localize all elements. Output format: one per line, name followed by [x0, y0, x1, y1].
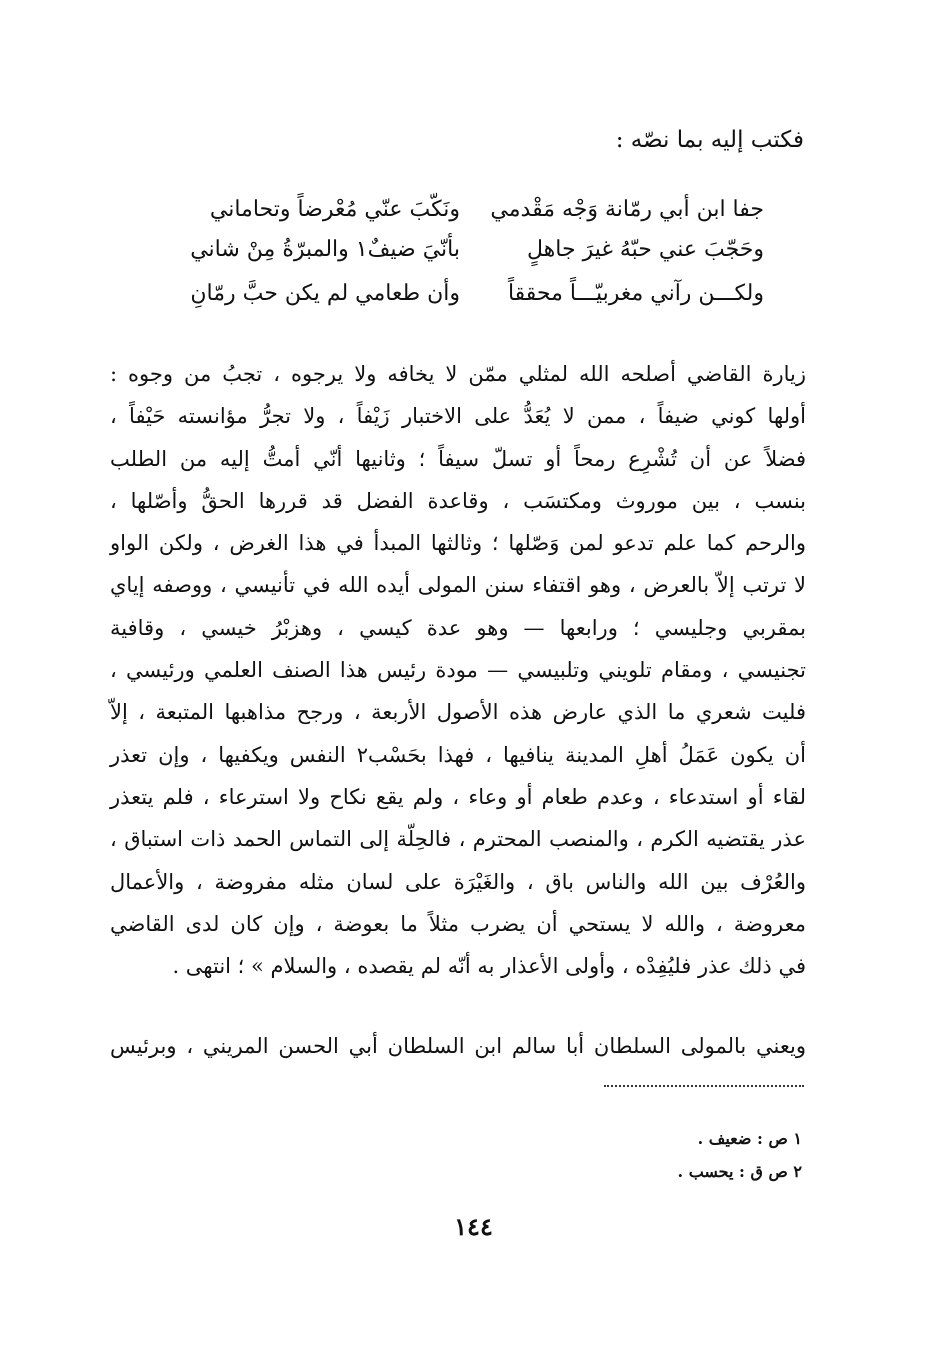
verse-3-first-hemistich: ولكـــن رآني مغربيّـــاً محققاً: [507, 281, 764, 306]
intro-line: فكتب إليه بما نصّه :: [615, 127, 804, 153]
footnote-2: ٢ ص ق : يحسب .: [677, 1162, 802, 1181]
footnote-1: ١ ص : ضعيف .: [697, 1129, 802, 1148]
body-line: في ذلك عذر فليُفِدْه ، وأولى الأعذار به أنّه لم يقصده ، والسلام » ؛ انتهى .: [172, 954, 806, 979]
verse-2-first-hemistich: وحَجّبَ عني حبّهُ غيرَ جاهلٍ: [527, 237, 764, 262]
body-line: والعُرْف بين الله والناس باق ، والغَيْرَة على لسان مثله مفروضة ، والأعمال: [110, 869, 806, 894]
body-line: عذر يقتضيه الكرم ، والمنصب المحترم ، فالحِلّة إلى التماس الحمد ذات استباق ،: [110, 827, 806, 852]
body-line: بمقربي وجليسي ؛ ورابعها — وهو عدة كيسي ، وهزبْرُ خيسي ، وقافية: [110, 615, 806, 640]
footnote-separator: [604, 1085, 804, 1087]
letter-body: [110, 353, 806, 987]
body-line: زيارة القاضي أصلحه الله لمثلي ممّن لا يخافه ولا يرجوه ، تجبُ من وجوه :: [110, 362, 806, 386]
body-line: أولها كوني ضيفاً ، ممن لا يُعَدُّ على الاختبار زَيْفاً ، ولا تجرُّ مؤانسته حَيْفاً ،: [110, 404, 806, 429]
body-line: أن يكون عَمَلُ أهلِ المدينة ينافيها ، فهذا بحَسْب٢ النفس ويكفيها ، وإن تعذر: [110, 742, 806, 767]
verse-3-second-hemistich: وأن طعامي لم يكن حبَّ رمّانِ: [190, 281, 460, 306]
verse-1-first-hemistich: جفا ابن أبي رمّانة وَجْه مَقْدمي: [490, 197, 764, 222]
next-paragraph: ويعني بالمولى السلطان أبا سالم ابن السلطان أبي الحسن المريني ، وبرئيس: [110, 1034, 806, 1058]
body-line: لا ترتب إلاّ بالعرض ، وهو اقتفاء سنن المولى أيده الله في تأنيسي ، ووصفه إياي: [110, 573, 806, 598]
body-line: تجنيسي ، ومقام تلويني وتلبيسي — مودة رئيس هذا الصنف العلمي ورئيسي ،: [110, 658, 806, 683]
body-line: والرحم كما علم تدعو لمن وَصّلها ؛ وثالثها المبدأ في هذا الغرض ، ولكن الواو: [110, 531, 806, 556]
body-line: فضلاً عن أن تُشْرِع رمحاً أو تسلّ سيفاً ؛ وثانيها أنّي أمتُّ إليه من الطلب: [110, 446, 806, 471]
page-number: ١٤٤: [454, 1212, 493, 1241]
body-line: فليت شعري ما الذي عارض هذه الأصول الأربعة ، ورجح مذاهبها المتبعة ، إلاّ: [110, 700, 806, 725]
body-line: بنسب ، بين موروث ومكتسَب ، وقاعدة الفضل قد قررها الحقُّ وأصّلها ،: [110, 488, 806, 513]
verse-1-second-hemistich: ونَكّبَ عنّي مُعْرضاً وتحاماني: [209, 197, 460, 222]
body-line: معروضة ، والله لا يستحي أن يضرب مثلاً ما بعوضة ، وإن كان لدى القاضي: [110, 911, 806, 936]
body-line: لقاء أو استدعاء ، وعدم طعام أو وعاء ، ولم يقع نكاح ولا استرعاء ، فلم يتعذر: [110, 784, 806, 809]
verse-2-second-hemistich: بأنّيَ ضيفٌ١ والمبرّةُ مِنْ شاني: [190, 237, 460, 262]
